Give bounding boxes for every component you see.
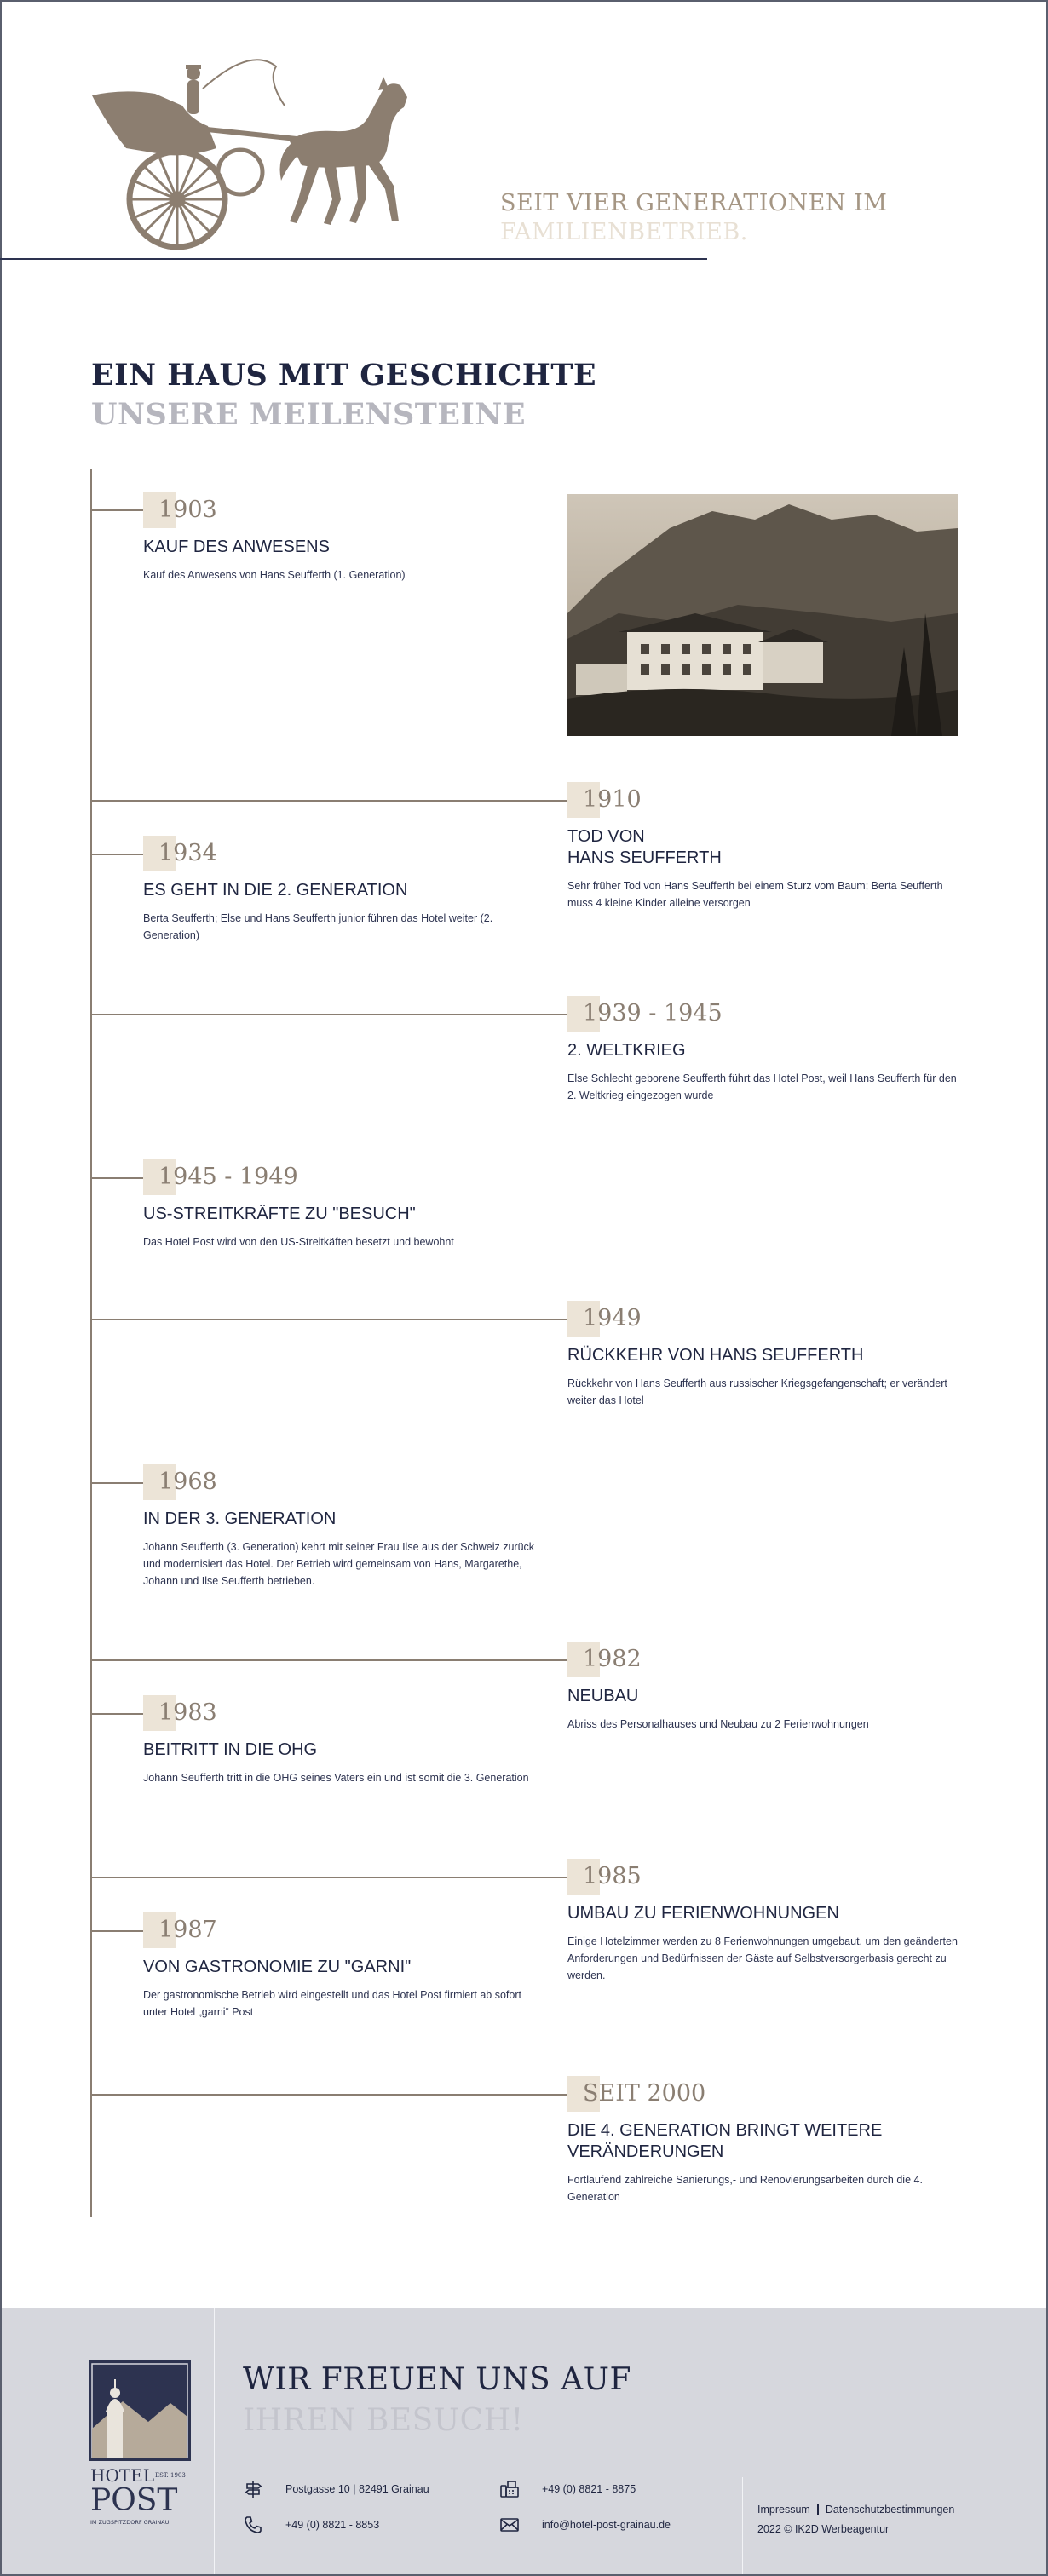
timeline-connector <box>90 1930 143 1932</box>
timeline-entry <box>567 1642 959 1733</box>
timeline-connector <box>90 1482 143 1484</box>
entry-text: Rückkehr von Hans Seufferth aus russischer Kriegsgefangenschaft; er verändert weiter das Hotel <box>567 1377 947 1406</box>
logo-post-text: POST <box>90 2483 178 2518</box>
entry-year: 1934 <box>143 836 224 871</box>
entry-title: TOD VON HANS SEUFFERTH <box>567 827 722 867</box>
entry-title: US-STREITKRÄFTE ZU "BESUCH" <box>143 1205 416 1223</box>
section-subtitle: UNSERE MEILENSTEINE <box>91 397 527 432</box>
entry-title: ES GEHT IN DIE 2. GENERATION <box>143 881 408 900</box>
footer-divider <box>214 2308 215 2574</box>
timeline-connector <box>90 800 567 802</box>
footer-divider <box>742 2477 743 2574</box>
entry-title: UMBAU ZU FERIENWOHNUNGEN <box>567 1904 839 1923</box>
entry-text: Einige Hotelzimmer werden zu 8 Ferienwohnungen umgebaut, um den geänderten Anforderungen und Bedürfnissen der Gäste auf Selbstversorgerbasis gerecht zu werden. <box>567 1935 958 1981</box>
entry-year: 1949 <box>567 1301 648 1337</box>
timeline-entry <box>567 782 959 911</box>
entry-title: RÜCKKEHR VON HANS SEUFFERTH <box>567 1346 864 1365</box>
email-text[interactable]: info@hotel-post-grainau.de <box>542 2519 671 2531</box>
footer-title: WIR FREUEN UNS AUF <box>243 2362 631 2397</box>
timeline-connector <box>90 1877 567 1878</box>
timeline-entry <box>567 996 959 1104</box>
timeline-entry <box>143 1695 535 1786</box>
entry-year: 1910 <box>567 782 648 818</box>
timeline-connector <box>90 1319 567 1320</box>
timeline-entry <box>143 1912 535 2021</box>
fax-text: +49 (0) 8821 - 8875 <box>542 2483 636 2495</box>
entry-year: 1983 <box>143 1695 224 1731</box>
entry-text: Kauf des Anwesens von Hans Seufferth (1. Generation) <box>143 569 406 581</box>
timeline-entry <box>143 836 535 944</box>
address-text: Postgasse 10 | 82491 Grainau <box>285 2483 429 2495</box>
entry-text: Der gastronomische Betrieb wird eingestellt und das Hotel Post firmiert ab sofort unter Hotel „garni“ Post <box>143 1989 521 2018</box>
footer-subtitle: IHREN BESUCH! <box>243 2403 524 2438</box>
entry-title: DIE 4. GENERATION BRINGT WEITERE VERÄNDERUNGEN <box>567 2121 883 2161</box>
entry-year: 1939 - 1945 <box>567 996 729 1032</box>
hotel-post-logo[interactable] <box>89 2360 191 2531</box>
entry-title: KAUF DES ANWESENS <box>143 538 330 556</box>
entry-text: Johann Seufferth (3. Generation) kehrt mit seiner Frau Ilse aus der Schweiz zurück und modernisiert das Hotel. Der Betrieb wird gemeinsam von Hans, Margarethe, Johann und Ilse Seufferth betrieben. <box>143 1541 535 1587</box>
footer-address <box>243 2479 429 2499</box>
entry-title: VON GASTRONOMIE ZU "GARNI" <box>143 1958 412 1976</box>
entry-year: 1945 - 1949 <box>143 1159 305 1195</box>
timeline-connector <box>90 509 143 511</box>
footer-legal <box>757 2500 954 2539</box>
timeline-connector <box>90 1659 567 1661</box>
impressum-link[interactable]: Impressum <box>757 2504 810 2516</box>
entry-year: 1982 <box>567 1642 648 1677</box>
timeline-line <box>90 469 92 2217</box>
carriage-illustration <box>89 55 417 250</box>
copyright-text: 2022 © IK2D Werbeagentur <box>757 2523 890 2535</box>
hero-divider <box>0 258 707 260</box>
entry-text: Das Hotel Post wird von den US-Streitkäften besetzt und bewohnt <box>143 1236 454 1248</box>
entry-text: Sehr früher Tod von Hans Seufferth bei einem Sturz vom Baum; Berta Seufferth muss 4 kleine Kinder alleine versorgen <box>567 880 943 909</box>
timeline-connector <box>90 1177 143 1179</box>
historic-hotel-photo <box>567 494 958 736</box>
entry-text: Abriss des Personalhauses und Neubau zu 2 Ferienwohnungen <box>567 1718 869 1730</box>
logo-tagline-text: IM ZUGSPITZDORF GRAINAU <box>90 2519 170 2526</box>
hero-tagline-line1: SEIT VIER GENERATIONEN IM <box>500 190 888 216</box>
entry-text: Fortlaufend zahlreiche Sanierungs,- und Renovierungsarbeiten durch die 4. Generation <box>567 2174 923 2203</box>
timeline-entry <box>567 2076 959 2205</box>
footer-phone[interactable] <box>243 2515 379 2535</box>
timeline-entry <box>143 1464 535 1590</box>
fax-icon <box>499 2479 520 2499</box>
logo-hotel-text: HOTEL <box>90 2465 155 2486</box>
logo-est-text: EST. 1903 <box>155 2472 186 2479</box>
timeline-entry <box>567 1859 959 1984</box>
timeline-entry <box>567 1301 959 1409</box>
timeline-entry <box>143 492 535 584</box>
timeline-entry <box>143 1159 535 1251</box>
entry-year: 1987 <box>143 1912 224 1948</box>
mail-icon <box>499 2515 520 2535</box>
timeline-connector <box>90 2094 567 2096</box>
datenschutz-link[interactable]: Datenschutzbestimmungen <box>825 2504 955 2516</box>
entry-year: 1968 <box>143 1464 224 1500</box>
footer-fax <box>499 2479 636 2499</box>
timeline-connector <box>90 1014 567 1015</box>
entry-text: Berta Seufferth; Else und Hans Seufferth junior führen das Hotel weiter (2. Generation) <box>143 912 493 941</box>
signpost-icon <box>243 2479 263 2499</box>
footer-email[interactable] <box>499 2515 671 2535</box>
entry-title: 2. WELTKRIEG <box>567 1041 686 1060</box>
entry-title: NEUBAU <box>567 1687 639 1705</box>
timeline-connector <box>90 1713 143 1715</box>
phone-text[interactable]: +49 (0) 8821 - 8853 <box>285 2519 380 2531</box>
hero-tagline <box>500 189 901 247</box>
entry-title: IN DER 3. GENERATION <box>143 1509 337 1528</box>
phone-icon <box>243 2515 263 2535</box>
entry-year: 1903 <box>143 492 224 528</box>
hero-tagline-line2: FAMILIENBETRIEB. <box>500 219 748 245</box>
entry-text: Else Schlecht geborene Seufferth führt das Hotel Post, weil Hans Seufferth für den 2. Weltkrieg eingezogen wurde <box>567 1072 957 1101</box>
timeline-connector <box>90 854 143 855</box>
section-title: EIN HAUS MIT GESCHICHTE <box>91 358 597 393</box>
entry-title: BEITRITT IN DIE OHG <box>143 1740 318 1759</box>
entry-year: 1985 <box>567 1859 648 1895</box>
entry-year: SEIT 2000 <box>567 2076 712 2112</box>
entry-text: Johann Seufferth tritt in die OHG seines Vaters ein und ist somit die 3. Generation <box>143 1772 529 1784</box>
legal-separator <box>817 2504 819 2515</box>
